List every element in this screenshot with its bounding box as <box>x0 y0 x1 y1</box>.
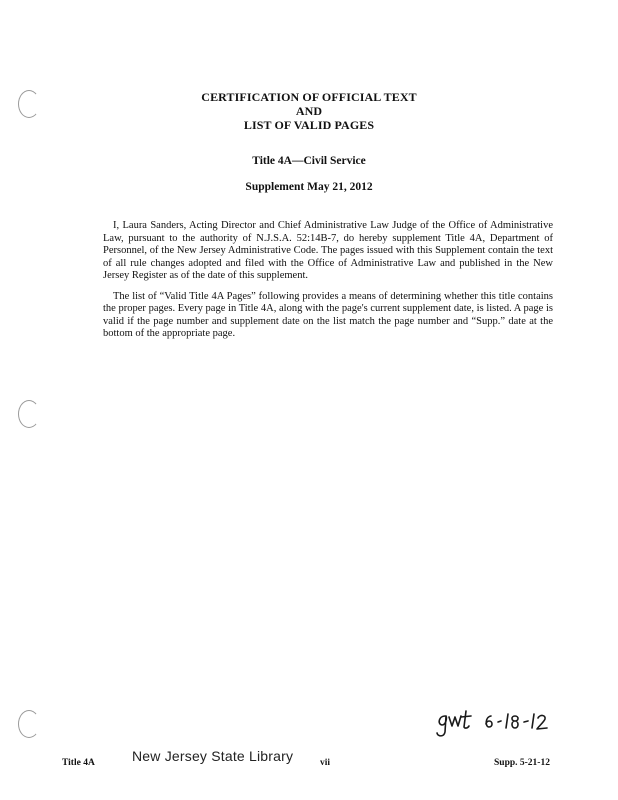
punch-hole-middle <box>18 400 40 428</box>
certification-body <box>103 220 553 349</box>
footer-title: Title 4A <box>62 758 95 768</box>
footer-page-number: vii <box>320 758 331 768</box>
paragraph-valid-pages: The list of “Valid Title 4A Pages” following provides a means of determining whether this title contains the proper pages. Every page in Title 4A, along with the page's current supplement date, is listed. A page is valid if the page number and supplement date on the list match the page number and “Supp.” date at the bottom of the appropriate page. <box>103 290 553 339</box>
supplement-heading: Supplement May 21, 2012 <box>245 181 373 193</box>
library-stamp: New Jersey State Library <box>132 748 294 764</box>
title-heading: Title 4A—Civil Service <box>252 155 366 167</box>
certification-header <box>0 90 618 132</box>
punch-hole-bottom <box>18 710 40 738</box>
paragraph-certification: I, Laura Sanders, Acting Director and Chief Administrative Law Judge of the Office of Administrative Law, pursuant to the authority of N.J.S.A. 52:14B-7, do hereby supplement Title 4A, Department of Personnel, of the New Jersey Administrative Code. The pages issued with this Supplement contain the text of all rule changes adopted and filed with the Office of Administrative Law and published in the New Jersey Register as of the date of this supplement. <box>103 220 553 281</box>
header-line-3: LIST OF VALID PAGES <box>243 118 375 132</box>
footer-supplement-date: Supp. 5-21-12 <box>494 758 550 768</box>
header-line-1: CERTIFICATION OF OFFICIAL TEXT <box>201 90 417 104</box>
header-line-2: AND <box>295 104 323 118</box>
handwritten-annotation <box>433 708 563 738</box>
